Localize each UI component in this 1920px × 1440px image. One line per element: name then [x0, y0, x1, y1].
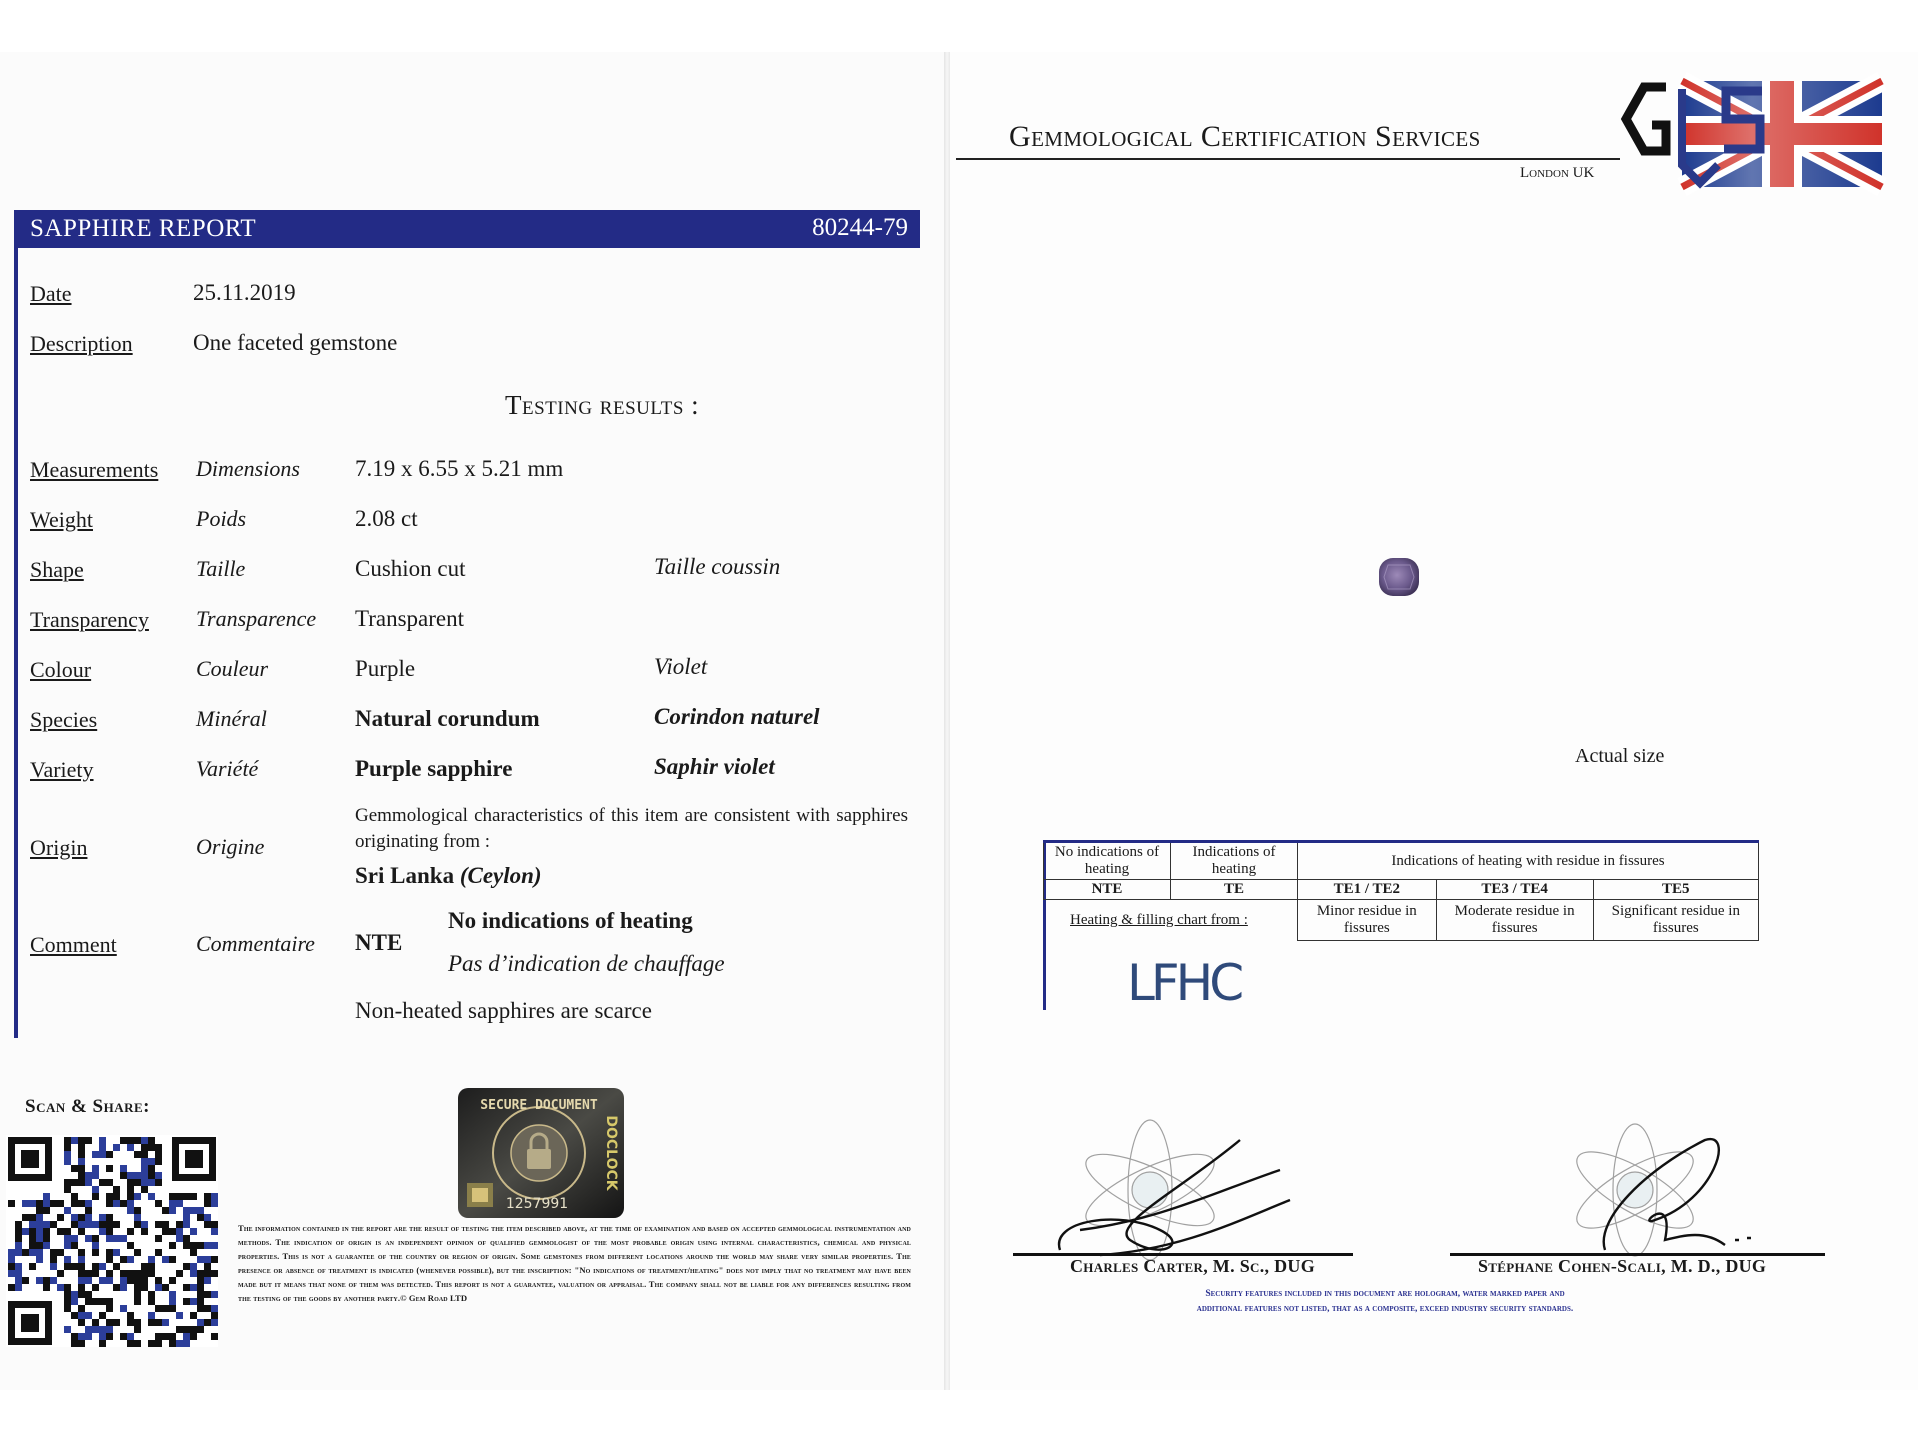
- residue-significant: Significant residue in fissures: [1593, 900, 1758, 941]
- scan-share-label: Scan & Share:: [25, 1096, 151, 1117]
- testing-results-title: Testing results :: [505, 390, 700, 420]
- code-te: TE: [1171, 880, 1298, 900]
- lfhc-logo: [1125, 948, 1241, 1012]
- species-value: Natural corundum: [355, 706, 540, 731]
- actual-size-label: Actual size: [1575, 745, 1665, 767]
- code-te3-te4: TE3 / TE4: [1436, 880, 1593, 900]
- doclock-hologram: [457, 1087, 625, 1219]
- species-label: Species: [30, 707, 98, 732]
- description-value: One faceted gemstone: [193, 330, 398, 355]
- comment-label-fr: Commentaire: [196, 931, 315, 956]
- measurements-value: 7.19 x 6.55 x 5.21 mm: [355, 456, 564, 481]
- measurements-label: Measurements: [30, 457, 159, 482]
- company-name: Gemmological Certification Services: [1009, 120, 1481, 153]
- disclaimer-text: The information contained in the report are the result of testing the item described above, at the time of examination and based on accepted gemmological instrumentation and methods. The indication of origin is an independent opinion of qualified gemmologist of the most probable origin using internal characteristics, chemical and physical properties. This is not a guarantee of the country or region of origin. Some gemstones from different locations around the world may share very similar properties. The presence or absence of treatment is indicated (whenever possible), but the inscription: "No indications of treatment/heating" does not imply that no treatment may have been made but it means that none of them was detected. This report is not a guarantee, valuation or appraisal. The company shall not be liable for any differences resulting from the testing of the goods by another party.© Gem Road LTD: [238, 1223, 911, 1303]
- variety-label-fr: Variété: [196, 756, 259, 781]
- company-city: London UK: [1520, 165, 1595, 181]
- origin-label-fr: Origine: [196, 834, 265, 859]
- comment-label: Comment: [30, 932, 117, 957]
- origin-text: Gemmological characteristics of this item are consistent with sapphires originating from :: [355, 805, 908, 852]
- code-te1-te2: TE1 / TE2: [1298, 880, 1437, 900]
- variety-label: Variety: [30, 757, 94, 782]
- report-number: 80244-79: [812, 214, 908, 241]
- date-label: Date: [30, 281, 72, 306]
- gemstone-image: [1376, 555, 1422, 599]
- hologram-brand-text: DOCLOCK: [603, 1115, 619, 1191]
- report-title: SAPPHIRE REPORT: [30, 215, 257, 242]
- weight-label-fr: Poids: [196, 506, 247, 531]
- heating-chart-from: Heating & filling chart from :: [1070, 912, 1248, 928]
- signature-carter: [1040, 1110, 1300, 1260]
- signature-cohen-scali: [1555, 1110, 1755, 1260]
- variety-value: Purple sapphire: [355, 756, 513, 781]
- weight-label: Weight: [30, 507, 93, 532]
- gcs-logo: [1622, 79, 1884, 191]
- code-nte: NTE: [1044, 880, 1171, 900]
- heating-table-header-row: [1044, 842, 1759, 880]
- description-label: Description: [30, 331, 133, 356]
- transparency-label: Transparency: [30, 607, 149, 632]
- colour-value: Purple: [355, 656, 416, 681]
- residue-moderate: Moderate residue in fissures: [1436, 900, 1593, 941]
- shape-value-fr: Taille coussin: [654, 554, 781, 579]
- code-te5: TE5: [1593, 880, 1758, 900]
- shape-label-fr: Taille: [196, 556, 246, 581]
- left-border-rule: [14, 248, 18, 1038]
- date-value: 25.11.2019: [193, 280, 296, 305]
- colour-label: Colour: [30, 657, 92, 682]
- origin-country: [355, 863, 542, 889]
- species-label-fr: Minéral: [196, 706, 267, 731]
- species-value-fr: Corindon naturel: [654, 704, 820, 729]
- qr-code[interactable]: [6, 1135, 218, 1347]
- shape-value: Cushion cut: [355, 556, 466, 581]
- report-header-bar: [14, 210, 920, 248]
- origin-country-name: Sri Lanka: [355, 863, 455, 888]
- company-rule: [956, 158, 1620, 160]
- variety-value-fr: Saphir violet: [654, 754, 775, 779]
- heading-indications: Indications of heating: [1171, 842, 1298, 880]
- comment-text-fr: Pas d’indication de chauffage: [448, 951, 725, 976]
- comment-note: Non-heated sapphires are scarce: [355, 998, 652, 1023]
- origin-country-alt: (Ceylon): [459, 863, 542, 888]
- measurements-label-fr: Dimensions: [196, 456, 300, 481]
- lfhc-logo-text: LFHC: [1127, 954, 1241, 1012]
- origin-label: Origin: [30, 835, 88, 860]
- transparency-label-fr: Transparence: [196, 606, 317, 631]
- residue-minor: Minor residue in fissures: [1298, 900, 1437, 941]
- heading-residue: Indications of heating with residue in fissures: [1298, 842, 1759, 880]
- transparency-value: Transparent: [355, 606, 465, 631]
- signatory-cohen-scali: Stéphane Cohen-Scali, M. D., DUG: [1478, 1256, 1767, 1276]
- hologram-secure-text: SECURE DOCUMENT: [480, 1098, 598, 1113]
- heading-no-indications: No indications of heating: [1044, 842, 1171, 880]
- colour-value-fr: Violet: [654, 654, 708, 679]
- heating-table-code-row: [1044, 880, 1759, 900]
- comment-code: NTE: [355, 930, 403, 955]
- signatory-carter: Charles Carter, M. Sc., DUG: [1070, 1256, 1315, 1276]
- security-note: Security features included in this document are hologram, water marked paper and additional features not listed, that as a composite, exceed industry security standards.: [1196, 1289, 1574, 1314]
- hologram-serial: 1257991: [505, 1196, 569, 1212]
- shape-label: Shape: [30, 557, 84, 582]
- weight-value: 2.08 ct: [355, 506, 418, 531]
- colour-label-fr: Couleur: [196, 656, 269, 681]
- comment-text: No indications of heating: [448, 908, 693, 933]
